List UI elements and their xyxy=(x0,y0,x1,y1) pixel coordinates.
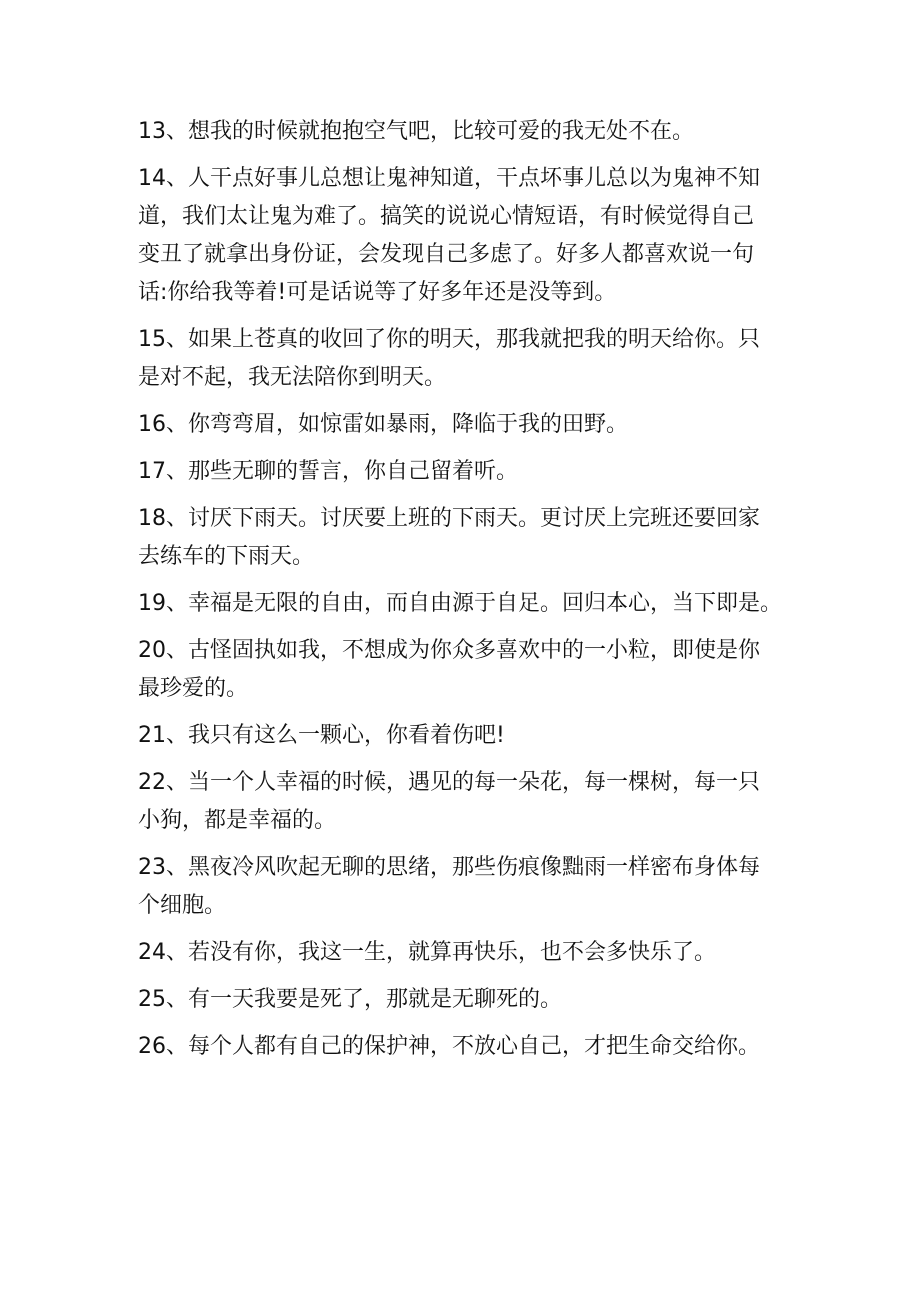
entry-22 xyxy=(138,764,798,840)
entry-line: 变丑了就拿出身份证，会发现自己多虑了。好多人都喜欢说一句 xyxy=(138,242,755,267)
entry-line: 最珍爱的。 xyxy=(138,676,249,701)
entry-line: 道，我们太让鬼为难了。搞笑的说说心情短语，有时候觉得自己 xyxy=(138,204,755,229)
entry-24 xyxy=(138,934,798,972)
entry-line: 26、每个人都有自己的保护神，不放心自己，才把生命交给你。 xyxy=(138,1034,760,1059)
entry-25 xyxy=(138,981,798,1019)
document-body xyxy=(138,113,798,1075)
entry-line: 个细胞。 xyxy=(138,893,227,918)
entry-15 xyxy=(138,321,798,397)
entry-line: 20、古怪固执如我，不想成为你众多喜欢中的一小粒，即使是你 xyxy=(138,638,760,663)
entry-line: 19、幸福是无限的自由，而自由源于自足。回归本心，当下即是。 xyxy=(138,591,782,616)
entry-23 xyxy=(138,849,798,925)
entry-14 xyxy=(138,160,798,312)
entry-line: 24、若没有你，我这一生，就算再快乐，也不会多快乐了。 xyxy=(138,940,716,965)
entry-26 xyxy=(138,1028,798,1066)
entry-line: 14、人干点好事儿总想让鬼神知道，干点坏事儿总以为鬼神不知 xyxy=(138,166,760,191)
entry-line: 22、当一个人幸福的时候，遇见的每一朵花，每一棵树，每一只 xyxy=(138,770,760,795)
entry-line: 17、那些无聊的誓言，你自己留着听。 xyxy=(138,459,518,484)
entry-line: 21、我只有这么一颗心，你看着伤吧! xyxy=(138,723,505,748)
entry-line: 16、你弯弯眉，如惊雷如暴雨，降临于我的田野。 xyxy=(138,412,628,437)
entry-line: 话:你给我等着!可是话说等了好多年还是没等到。 xyxy=(138,280,617,305)
entry-line: 25、有一天我要是死了，那就是无聊死的。 xyxy=(138,987,562,1012)
entry-line: 是对不起，我无法陪你到明天。 xyxy=(138,365,447,390)
entry-line: 18、讨厌下雨天。讨厌要上班的下雨天。更讨厌上完班还要回家 xyxy=(138,506,760,531)
entry-13 xyxy=(138,113,798,151)
entry-line: 小狗，都是幸福的。 xyxy=(138,808,337,833)
entry-20 xyxy=(138,632,798,708)
entry-line: 23、黑夜冷风吹起无聊的思绪，那些伤痕像黜雨一样密布身体每 xyxy=(138,855,760,880)
entry-16 xyxy=(138,406,798,444)
entry-18 xyxy=(138,500,798,576)
entry-17 xyxy=(138,453,798,491)
entry-19 xyxy=(138,585,798,623)
entry-line: 去练车的下雨天。 xyxy=(138,544,315,569)
entry-line: 13、想我的时候就抱抱空气吧，比较可爱的我无处不在。 xyxy=(138,119,694,144)
entry-line: 15、如果上苍真的收回了你的明天，那我就把我的明天给你。只 xyxy=(138,327,760,352)
entry-21 xyxy=(138,717,798,755)
